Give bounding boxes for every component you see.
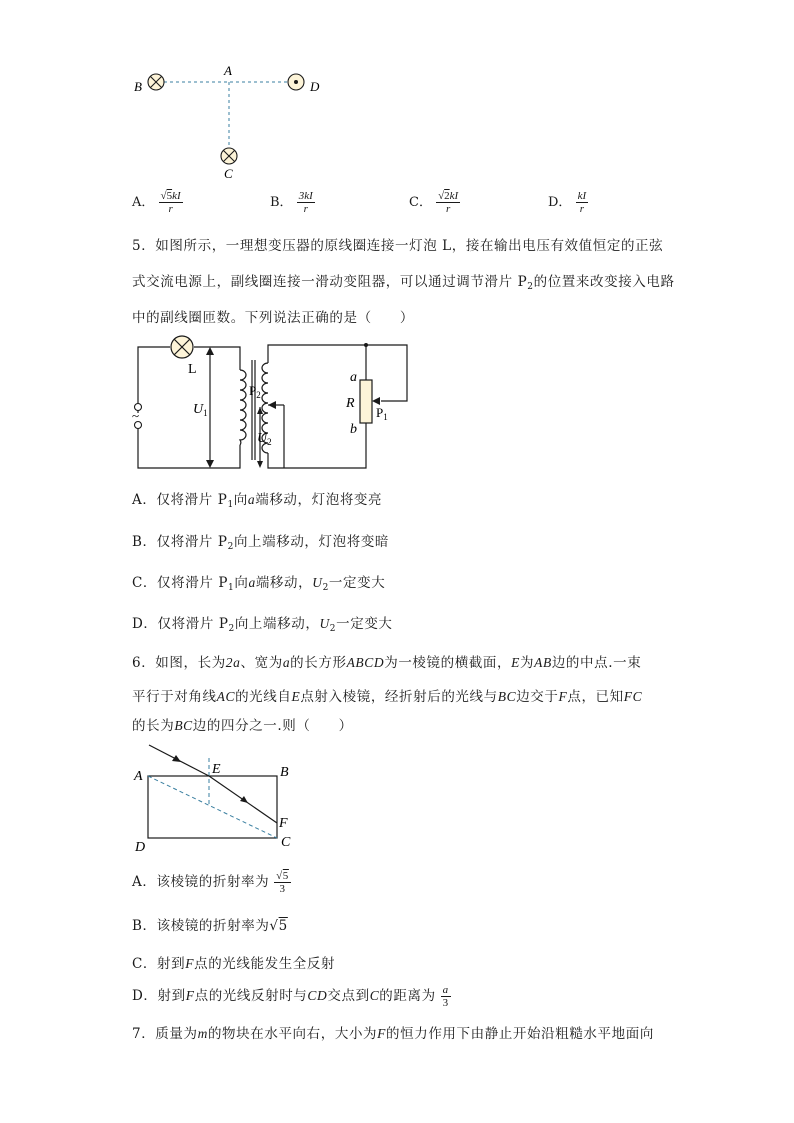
q6-stem-line2: 平行于对角线AC的光线自E点射入棱镜，经折射后的光线与BC边交于F点，已知FC <box>132 689 643 705</box>
q5-option-d: D．仅将滑片 $P_2$向上端移动，$U_2$一定变大 <box>132 616 393 634</box>
label-d: D <box>310 79 320 94</box>
lamp-icon <box>171 336 193 358</box>
source-symbol: ~ <box>132 408 140 423</box>
label-b: B <box>280 765 289 780</box>
label-u2: $U_2$ <box>257 431 272 447</box>
q5-transformer-circuit <box>126 335 426 480</box>
q6-stem-line3: 的长为BC边的四分之一.则（ ） <box>132 718 353 734</box>
label-e: E <box>212 762 221 777</box>
q4-option-a: A． $\frac{√5kI}{r}$ <box>132 190 181 216</box>
q5-stem-line2: 式交流电源上，副线圈连接一滑动变阻器，可以通过调节滑片 $P_2$的位置来改变接入电路 <box>132 274 675 292</box>
label-c: C <box>224 166 233 181</box>
label-d: D <box>135 840 146 855</box>
q4-option-d: D． $\frac{kI}{r}$ <box>548 190 587 216</box>
label-b-end: b <box>350 422 357 437</box>
q5-stem-line1: 5．如图所示，一理想变压器的原线圈连接一灯泡 L，接在输出电压有效值恒定的正弦 <box>132 238 664 254</box>
q6-stem-line1: 6．如图，长为2a、宽为a的长方形ABCD为一棱镜的横截面，E为AB边的中点.一束 <box>132 655 642 671</box>
label-a: A <box>134 769 143 784</box>
wire-b-into-icon <box>148 74 164 90</box>
label-resistor: R <box>346 396 355 411</box>
label-p2: $P_2$ <box>249 383 261 400</box>
q6-option-b: B．该棱镜的折射率为√5 <box>132 918 288 934</box>
q7-stem-line1: 7．质量为m的物块在水平向右，大小为F的恒力作用下由静止开始沿粗糙水平地面向 <box>132 1026 654 1042</box>
q4-option-c: C． $\frac{√2kI}{r}$ <box>409 190 459 216</box>
q6-prism-figure <box>128 740 308 855</box>
wire-d-out-icon <box>288 74 304 90</box>
q5-option-c: C．仅将滑片 $P_1$向a端移动，$U_2$一定变大 <box>132 575 386 593</box>
label-c: C <box>281 835 291 850</box>
label-p1: $P_1$ <box>376 405 388 422</box>
q5-option-b: B．仅将滑片 $P_2$向上端移动，灯泡将变暗 <box>132 534 390 552</box>
label-a-end: a <box>350 370 357 385</box>
q5-stem-line3: 中的副线圈匝数。下列说法正确的是（ ） <box>132 310 414 326</box>
label-a: A <box>224 63 232 78</box>
q4-wire-figure <box>130 60 330 185</box>
q5-option-a: A．仅将滑片 $P_1$向a端移动，灯泡将变亮 <box>132 492 383 510</box>
wire-c-into-icon <box>221 148 237 164</box>
q6-option-a: A．该棱镜的折射率为 $\frac{√5}{3}$ <box>132 870 289 896</box>
label-b: B <box>134 79 142 94</box>
label-lamp: L <box>188 362 197 377</box>
q6-option-d: D．射到F点的光线反射时与CD交点到C的距离为 $\frac{a}{3}$ <box>132 984 449 1010</box>
q4-option-b: B． $\frac{3kI}{r}$ <box>270 190 313 216</box>
label-u1: $U_1$ <box>193 402 208 418</box>
q6-option-c: C．射到F点的光线能发生全反射 <box>132 956 336 972</box>
label-f: F <box>279 816 288 831</box>
